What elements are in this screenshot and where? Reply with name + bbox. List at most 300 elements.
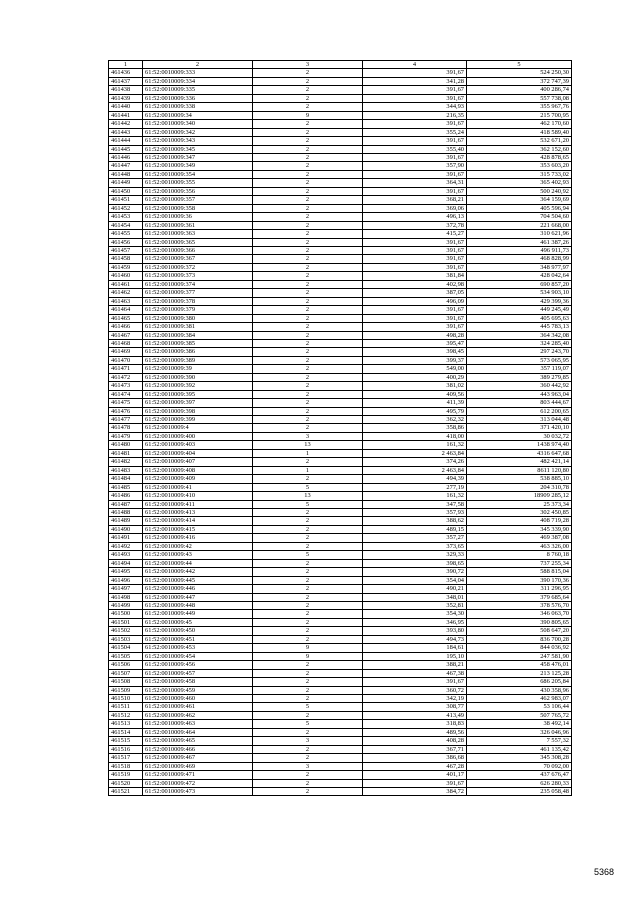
table-cell: 326 046,96 — [467, 728, 572, 736]
table-cell: 386,68 — [363, 754, 467, 762]
table-cell: 2 — [253, 323, 363, 331]
table-row — [109, 204, 572, 212]
table-cell: 461484 — [109, 475, 143, 483]
table-cell: 461507 — [109, 669, 143, 677]
table-cell: 310 621,96 — [467, 230, 572, 238]
table-row — [109, 525, 572, 533]
table-cell: 2 — [253, 745, 363, 753]
table-cell: 61:52:0010009:358 — [143, 204, 253, 212]
table-cell: 1 — [253, 449, 363, 457]
table-cell: 313 044,48 — [467, 416, 572, 424]
table-row — [109, 711, 572, 719]
table-cell: 61:52:0010009:363 — [143, 230, 253, 238]
table-cell: 391,67 — [363, 323, 467, 331]
table-row — [109, 627, 572, 635]
table-cell: 430 358,96 — [467, 686, 572, 694]
table-cell: 400,29 — [363, 373, 467, 381]
table-cell: 469 387,08 — [467, 534, 572, 542]
table-row — [109, 297, 572, 305]
table-cell: 2 — [253, 593, 363, 601]
table-row — [109, 703, 572, 711]
table-cell: 379 685,64 — [467, 593, 572, 601]
table-cell: 213 125,28 — [467, 669, 572, 677]
table-cell: 2 463,84 — [363, 449, 467, 457]
table-cell: 461501 — [109, 618, 143, 626]
table-row — [109, 500, 572, 508]
table-cell: 2 — [253, 407, 363, 415]
table-cell: 461453 — [109, 213, 143, 221]
table-cell: 461493 — [109, 551, 143, 559]
table-cell: 61:52:0010009:459 — [143, 686, 253, 694]
table-cell: 461473 — [109, 382, 143, 390]
table-cell: 461476 — [109, 407, 143, 415]
table-row — [109, 618, 572, 626]
table-cell: 184,61 — [363, 644, 467, 652]
table-cell: 346 063,70 — [467, 610, 572, 618]
table-cell: 461482 — [109, 458, 143, 466]
table-cell: 461450 — [109, 187, 143, 195]
table-cell: 61:52:0010009:461 — [143, 703, 253, 711]
table-row — [109, 111, 572, 119]
table-cell: 61:52:0010009:395 — [143, 390, 253, 398]
table-cell: 461 135,42 — [467, 745, 572, 753]
table-cell: 391,67 — [363, 170, 467, 178]
table-cell: 461499 — [109, 602, 143, 610]
table-cell: 355 967,76 — [467, 103, 572, 111]
table-cell: 355,40 — [363, 145, 467, 153]
table-cell: 61:52:0010009:450 — [143, 627, 253, 635]
table-cell: 549,00 — [363, 365, 467, 373]
table-cell: 495,79 — [363, 407, 467, 415]
table-row — [109, 602, 572, 610]
table-cell: 215 700,95 — [467, 111, 572, 119]
table-cell: 393,80 — [363, 627, 467, 635]
table-cell: 13 — [253, 441, 363, 449]
table-cell: 360 442,92 — [467, 382, 572, 390]
table-cell: 461474 — [109, 390, 143, 398]
table-cell: 2 — [253, 356, 363, 364]
table-cell: 2 — [253, 153, 363, 161]
table-cell: 391,67 — [363, 69, 467, 77]
table-cell: 390 805,65 — [467, 618, 572, 626]
table-cell: 494,39 — [363, 475, 467, 483]
table-cell: 2 — [253, 382, 363, 390]
table-row — [109, 787, 572, 795]
table-cell: 429 399,36 — [467, 297, 572, 305]
table-cell: 345 339,90 — [467, 525, 572, 533]
table-cell: 534 903,10 — [467, 289, 572, 297]
table-cell: 2 — [253, 787, 363, 795]
table-cell: 500 240,92 — [467, 187, 572, 195]
table-cell: 391,67 — [363, 153, 467, 161]
table-cell: 61:52:0010009:354 — [143, 170, 253, 178]
table-cell: 61:52:0010009:347 — [143, 153, 253, 161]
table-cell: 461442 — [109, 120, 143, 128]
table-cell: 2 — [253, 661, 363, 669]
table-cell: 61:52:0010009:41 — [143, 483, 253, 491]
table-cell: 461490 — [109, 525, 143, 533]
table-cell: 61:52:0010009:454 — [143, 652, 253, 660]
table-cell: 588 815,04 — [467, 568, 572, 576]
table-cell: 461478 — [109, 424, 143, 432]
table-row — [109, 551, 572, 559]
table-cell: 461511 — [109, 703, 143, 711]
table-cell: 357,93 — [363, 509, 467, 517]
table-cell: 461465 — [109, 314, 143, 322]
table-cell: 61:52:0010009:44 — [143, 559, 253, 567]
table-cell: 467,28 — [363, 762, 467, 770]
table-row — [109, 458, 572, 466]
table-cell: 461436 — [109, 69, 143, 77]
table-cell: 329,33 — [363, 551, 467, 559]
table-row — [109, 145, 572, 153]
table-cell: 61:52:0010009:4 — [143, 424, 253, 432]
table-cell: 461455 — [109, 230, 143, 238]
table-row — [109, 179, 572, 187]
table-row — [109, 686, 572, 694]
table-cell: 308,77 — [363, 703, 467, 711]
table-row — [109, 314, 572, 322]
table-cell: 461488 — [109, 509, 143, 517]
table-cell: 461512 — [109, 711, 143, 719]
table-cell: 489,56 — [363, 728, 467, 736]
table-cell: 2 — [253, 297, 363, 305]
table-cell: 461456 — [109, 238, 143, 246]
table-cell: 461516 — [109, 745, 143, 753]
table-row — [109, 86, 572, 94]
table-cell: 61:52:0010009:471 — [143, 771, 253, 779]
table-cell: 2 — [253, 542, 363, 550]
table-cell: 391,67 — [363, 255, 467, 263]
table-cell: 61:52:0010009:445 — [143, 576, 253, 584]
table-row — [109, 652, 572, 660]
table-row — [109, 187, 572, 195]
table-cell: 4316 647,68 — [467, 449, 572, 457]
table-cell: 61:52:0010009:343 — [143, 137, 253, 145]
table-cell: 297 243,70 — [467, 348, 572, 356]
table-cell: 2 463,84 — [363, 466, 467, 474]
table-cell: 461495 — [109, 568, 143, 576]
table-cell: 443 963,04 — [467, 390, 572, 398]
column-header: 1 — [109, 61, 143, 69]
table-cell: 61:52:0010009:355 — [143, 179, 253, 187]
table-cell: 61:52:0010009:416 — [143, 534, 253, 542]
table-cell: 18909 285,12 — [467, 492, 572, 500]
table-cell: 353 603,20 — [467, 162, 572, 170]
table-cell: 2 — [253, 635, 363, 643]
table-cell: 2 — [253, 390, 363, 398]
table-row — [109, 745, 572, 753]
table-cell: 2 — [253, 779, 363, 787]
table-cell: 2 — [253, 162, 363, 170]
table-cell: 461451 — [109, 196, 143, 204]
table-cell: 344,93 — [363, 103, 467, 111]
table-cell: 461497 — [109, 585, 143, 593]
table-cell: 161,32 — [363, 441, 467, 449]
table-cell: 360,72 — [363, 686, 467, 694]
table-cell: 2 — [253, 255, 363, 263]
table-row — [109, 779, 572, 787]
table-cell: 2 — [253, 187, 363, 195]
table-cell: 364 342,08 — [467, 331, 572, 339]
table-cell: 461480 — [109, 441, 143, 449]
table-cell: 61:52:0010009:384 — [143, 331, 253, 339]
table-cell: 61:52:0010009:447 — [143, 593, 253, 601]
table-cell: 247 581,90 — [467, 652, 572, 660]
table-cell: 345 308,28 — [467, 754, 572, 762]
table-cell: 461447 — [109, 162, 143, 170]
table-cell: 61:52:0010009:446 — [143, 585, 253, 593]
table-row — [109, 509, 572, 517]
table-cell: 461448 — [109, 170, 143, 178]
table-cell: 347,58 — [363, 500, 467, 508]
table-row — [109, 399, 572, 407]
table-row — [109, 678, 572, 686]
table-row — [109, 669, 572, 677]
table-row — [109, 407, 572, 415]
table-cell: 445 783,13 — [467, 323, 572, 331]
table-cell: 461437 — [109, 77, 143, 85]
table-cell: 362,32 — [363, 416, 467, 424]
table-cell: 2 — [253, 204, 363, 212]
table-cell: 461510 — [109, 694, 143, 702]
table-cell: 458 476,01 — [467, 661, 572, 669]
table-cell: 2 — [253, 230, 363, 238]
table-cell: 358,86 — [363, 424, 467, 432]
table-cell: 277,19 — [363, 483, 467, 491]
table-cell: 461439 — [109, 94, 143, 102]
table-row — [109, 120, 572, 128]
table-cell: 369,06 — [363, 204, 467, 212]
table-cell: 2 — [253, 771, 363, 779]
table-cell: 415,27 — [363, 230, 467, 238]
table-cell: 61:52:0010009:338 — [143, 103, 253, 111]
table-cell: 2 — [253, 525, 363, 533]
table-cell: 399,37 — [363, 356, 467, 364]
column-header: 4 — [363, 61, 467, 69]
table-cell: 204 310,78 — [467, 483, 572, 491]
table-row — [109, 339, 572, 347]
table-cell: 61:52:0010009:410 — [143, 492, 253, 500]
table-cell: 61:52:0010009:381 — [143, 323, 253, 331]
table-cell: 357,90 — [363, 162, 467, 170]
table-cell: 2 — [253, 213, 363, 221]
table-cell: 461461 — [109, 280, 143, 288]
table-cell: 461469 — [109, 348, 143, 356]
table-cell: 374,26 — [363, 458, 467, 466]
table-cell: 2 — [253, 602, 363, 610]
table-cell: 496,09 — [363, 297, 467, 305]
table-cell: 461505 — [109, 652, 143, 660]
table-cell: 2 — [253, 238, 363, 246]
table-cell: 341,28 — [363, 77, 467, 85]
table-cell: 355,24 — [363, 128, 467, 136]
table-cell: 461440 — [109, 103, 143, 111]
table-cell: 61:52:0010009:377 — [143, 289, 253, 297]
table-row — [109, 153, 572, 161]
table-cell: 2 — [253, 585, 363, 593]
table-cell: 498,28 — [363, 331, 467, 339]
table-cell: 365 402,93 — [467, 179, 572, 187]
table-cell: 461517 — [109, 754, 143, 762]
table-row — [109, 323, 572, 331]
table-cell: 61:52:0010009:340 — [143, 120, 253, 128]
table-row — [109, 644, 572, 652]
column-header: 3 — [253, 61, 363, 69]
table-cell: 2 — [253, 509, 363, 517]
table-cell: 61:52:0010009:467 — [143, 754, 253, 762]
table-cell: 216,35 — [363, 111, 467, 119]
table-cell: 354,04 — [363, 576, 467, 584]
table-cell: 413,49 — [363, 711, 467, 719]
table-cell: 461464 — [109, 306, 143, 314]
table-row — [109, 246, 572, 254]
table-cell: 463 326,00 — [467, 542, 572, 550]
table-cell: 61:52:0010009:451 — [143, 635, 253, 643]
table-cell: 3 — [253, 737, 363, 745]
table-cell: 2 — [253, 694, 363, 702]
table-row — [109, 610, 572, 618]
table-row — [109, 576, 572, 584]
table-cell: 2 — [253, 534, 363, 542]
table-row — [109, 585, 572, 593]
table-cell: 5 — [253, 703, 363, 711]
table-cell: 61:52:0010009:458 — [143, 678, 253, 686]
table-row — [109, 128, 572, 136]
table-cell: 461468 — [109, 339, 143, 347]
table-cell: 9 — [253, 644, 363, 652]
table-cell: 2 — [253, 306, 363, 314]
table-cell: 405 596,94 — [467, 204, 572, 212]
table-cell: 462 170,60 — [467, 120, 572, 128]
table-cell: 2 — [253, 77, 363, 85]
table-cell: 2 — [253, 94, 363, 102]
table-cell: 2 — [253, 137, 363, 145]
table-cell: 507 765,72 — [467, 711, 572, 719]
table-cell: 2 — [253, 568, 363, 576]
table-cell: 461445 — [109, 145, 143, 153]
table-cell: 352,81 — [363, 602, 467, 610]
table-cell: 461466 — [109, 323, 143, 331]
table-row — [109, 424, 572, 432]
table-cell: 391,67 — [363, 263, 467, 271]
table-cell: 408,28 — [363, 737, 467, 745]
table-row — [109, 534, 572, 542]
table-cell: 2 — [253, 416, 363, 424]
table-cell: 61:52:0010009:389 — [143, 356, 253, 364]
table-cell: 388,21 — [363, 661, 467, 669]
table-cell: 1438 974,40 — [467, 441, 572, 449]
table-cell: 489,15 — [363, 525, 467, 533]
table-cell: 461502 — [109, 627, 143, 635]
table-cell: 690 857,20 — [467, 280, 572, 288]
table-cell: 2 — [253, 686, 363, 694]
table-row — [109, 356, 572, 364]
table-row — [109, 348, 572, 356]
table-cell: 348 977,97 — [467, 263, 572, 271]
table-cell: 2 — [253, 348, 363, 356]
table-row — [109, 103, 572, 111]
table-row — [109, 432, 572, 440]
table-row — [109, 728, 572, 736]
table-cell: 61:52:0010009:342 — [143, 128, 253, 136]
table-cell: 538 885,10 — [467, 475, 572, 483]
table-cell: 2 — [253, 289, 363, 297]
table-cell: 532 671,20 — [467, 137, 572, 145]
table-cell: 508 647,20 — [467, 627, 572, 635]
table-cell: 61:52:0010009:335 — [143, 86, 253, 94]
table-cell: 2 — [253, 69, 363, 77]
table-cell: 61:52:0010009:414 — [143, 517, 253, 525]
table-cell: 61:52:0010009:407 — [143, 458, 253, 466]
table-row — [109, 162, 572, 170]
table-cell: 61:52:0010009:464 — [143, 728, 253, 736]
table-cell: 461503 — [109, 635, 143, 643]
table-cell: 7 557,32 — [467, 737, 572, 745]
table-cell: 61:52:0010009:472 — [143, 779, 253, 787]
table-cell: 490,21 — [363, 585, 467, 593]
table-cell: 461470 — [109, 356, 143, 364]
table-cell: 61:52:0010009:453 — [143, 644, 253, 652]
table-cell: 372 747,39 — [467, 77, 572, 85]
table-cell: 318,83 — [363, 720, 467, 728]
table-cell: 461520 — [109, 779, 143, 787]
table-cell: 461444 — [109, 137, 143, 145]
table-cell: 2 — [253, 711, 363, 719]
table-row — [109, 635, 572, 643]
table-cell: 557 738,08 — [467, 94, 572, 102]
table-cell: 626 280,33 — [467, 779, 572, 787]
table-cell: 2 — [253, 754, 363, 762]
table-cell: 2 — [253, 86, 363, 94]
table-cell: 462 983,07 — [467, 694, 572, 702]
table-cell: 61:52:0010009:465 — [143, 737, 253, 745]
table-cell: 342,19 — [363, 694, 467, 702]
table-cell: 482 421,14 — [467, 458, 572, 466]
table-row — [109, 661, 572, 669]
table-cell: 61:52:0010009:365 — [143, 238, 253, 246]
table-cell: 61:52:0010009:349 — [143, 162, 253, 170]
table-cell: 384,72 — [363, 787, 467, 795]
table-cell: 461506 — [109, 661, 143, 669]
table-cell: 2 — [253, 517, 363, 525]
table-cell: 461479 — [109, 432, 143, 440]
table-cell: 391,67 — [363, 246, 467, 254]
table-cell: 61:52:0010009:449 — [143, 610, 253, 618]
table-cell: 461508 — [109, 678, 143, 686]
table-row — [109, 331, 572, 339]
table-cell: 61:52:0010009:357 — [143, 196, 253, 204]
table-cell: 1 — [253, 466, 363, 474]
table-cell: 61:52:0010009:442 — [143, 568, 253, 576]
table-cell: 2 — [253, 576, 363, 584]
table-cell: 391,67 — [363, 187, 467, 195]
table-cell: 61:52:0010009:361 — [143, 221, 253, 229]
table-cell: 61:52:0010009:379 — [143, 306, 253, 314]
table-cell: 461498 — [109, 593, 143, 601]
table-row — [109, 365, 572, 373]
table-row — [109, 280, 572, 288]
table-cell: 391,67 — [363, 678, 467, 686]
table-cell: 461454 — [109, 221, 143, 229]
table-cell: 61:52:0010009:408 — [143, 466, 253, 474]
table-cell: 2 — [253, 365, 363, 373]
table-cell: 418 589,40 — [467, 128, 572, 136]
table-cell: 2 — [253, 263, 363, 271]
table-cell: 221 668,00 — [467, 221, 572, 229]
table-cell: 2 — [253, 103, 363, 111]
table-row — [109, 441, 572, 449]
